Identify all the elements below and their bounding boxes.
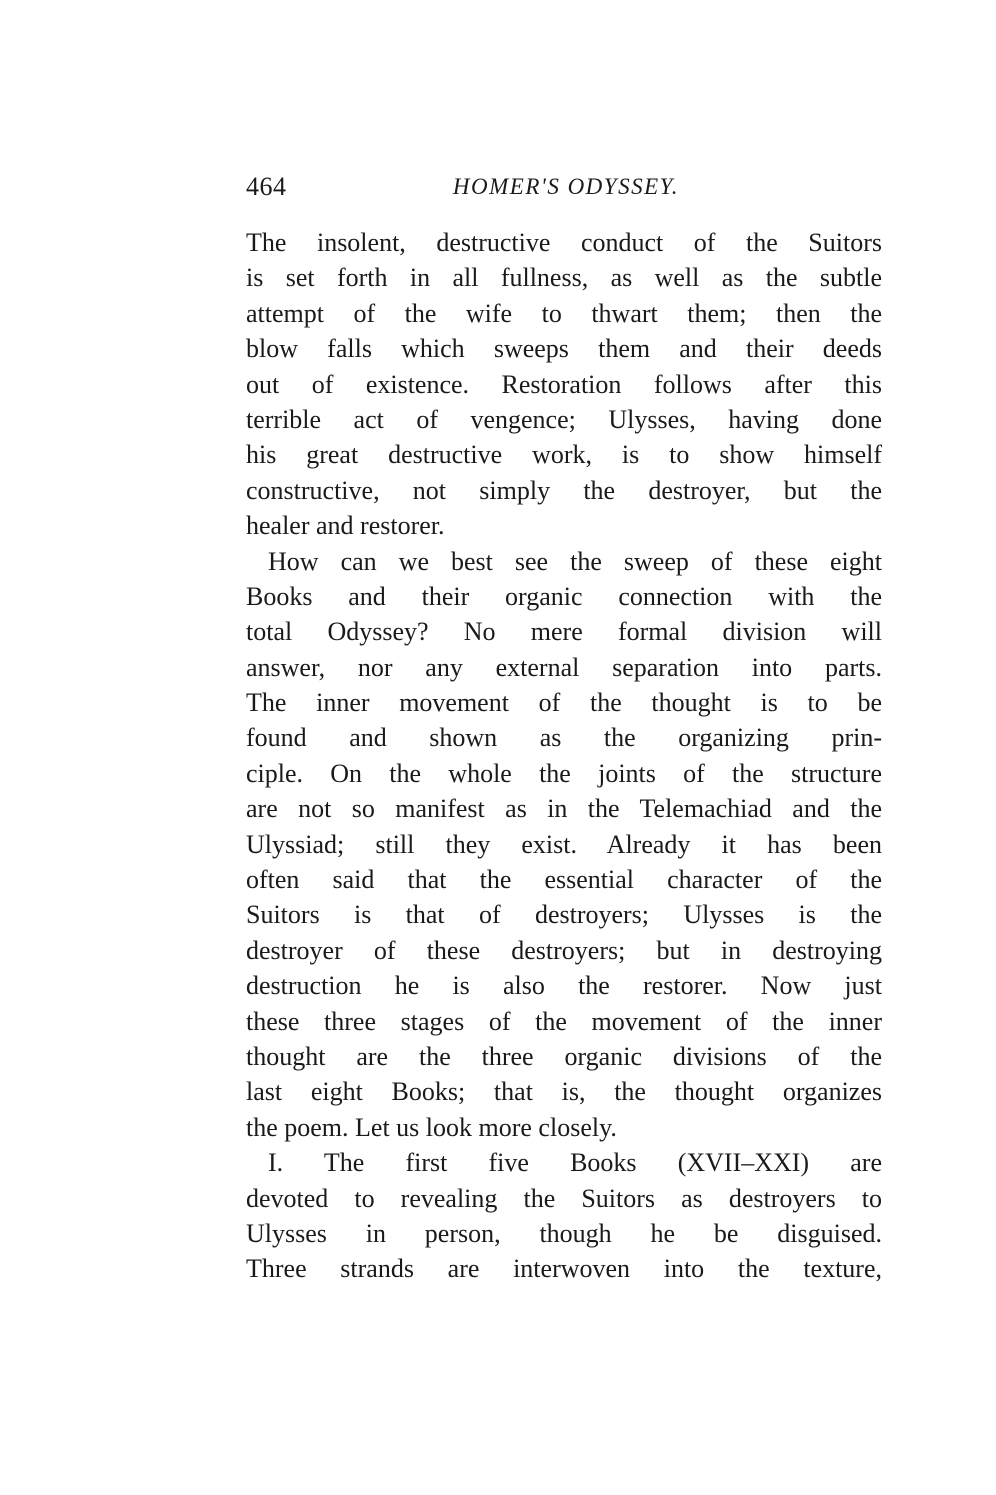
text-line: is set forth in all fullness, as well as the subtle [246, 263, 882, 293]
text-line: the poem. Let us look more closely. [246, 1112, 617, 1142]
text-line: attempt of the wife to thwart them; then the [246, 298, 882, 328]
page-number: 464 [246, 172, 287, 201]
paragraph [246, 544, 882, 1146]
text-line: these three stages of the movement of the inner [246, 1006, 882, 1036]
text-line: The inner movement of the thought is to be [246, 688, 882, 718]
text-line: found and shown as the organizing prin- [246, 723, 882, 753]
text-line: I. The first five Books (XVII–XXI) are [268, 1148, 882, 1178]
text-line: How can we best see the sweep of these eight [268, 546, 882, 576]
text-line: last eight Books; that is, the thought organizes [246, 1077, 882, 1107]
text-line: Ulysses in person, though he be disguised. [246, 1218, 882, 1248]
text-line: thought are the three organic divisions of the [246, 1041, 882, 1071]
text-line: Suitors is that of destroyers; Ulysses is the [246, 900, 882, 930]
paragraph [246, 1145, 882, 1287]
page-header [246, 170, 886, 204]
text-line: blow falls which sweeps them and their deeds [246, 334, 882, 364]
text-line: destruction he is also the restorer. Now just [246, 971, 882, 1001]
text-line: ciple. On the whole the joints of the structure [246, 758, 882, 788]
text-line: constructive, not simply the destroyer, but the [246, 475, 882, 505]
text-line: Three strands are interwoven into the texture, [246, 1254, 882, 1284]
paragraph [246, 225, 882, 544]
text-line: devoted to revealing the Suitors as destroyers to [246, 1183, 882, 1213]
text-line: The insolent, destructive conduct of the Suitors [246, 228, 882, 257]
text-line: are not so manifest as in the Telemachiad and the [246, 794, 882, 824]
running-title: HOMER'S ODYSSEY. [452, 174, 680, 199]
text-line: out of existence. Restoration follows after this [246, 369, 882, 399]
body-text [246, 225, 882, 1287]
text-line: healer and restorer. [246, 511, 445, 541]
text-line: often said that the essential character of the [246, 865, 882, 895]
text-line: destroyer of these destroyers; but in destroying [246, 935, 882, 965]
text-line: Ulyssiad; still they exist. Already it has been [246, 829, 882, 859]
text-line: answer, nor any external separation into parts. [246, 652, 882, 682]
text-line: Books and their organic connection with the [246, 581, 882, 611]
text-line: total Odyssey? No mere formal division will [246, 617, 882, 647]
text-line: his great destructive work, is to show himself [246, 440, 882, 470]
text-line: terrible act of vengence; Ulysses, having done [246, 404, 882, 434]
